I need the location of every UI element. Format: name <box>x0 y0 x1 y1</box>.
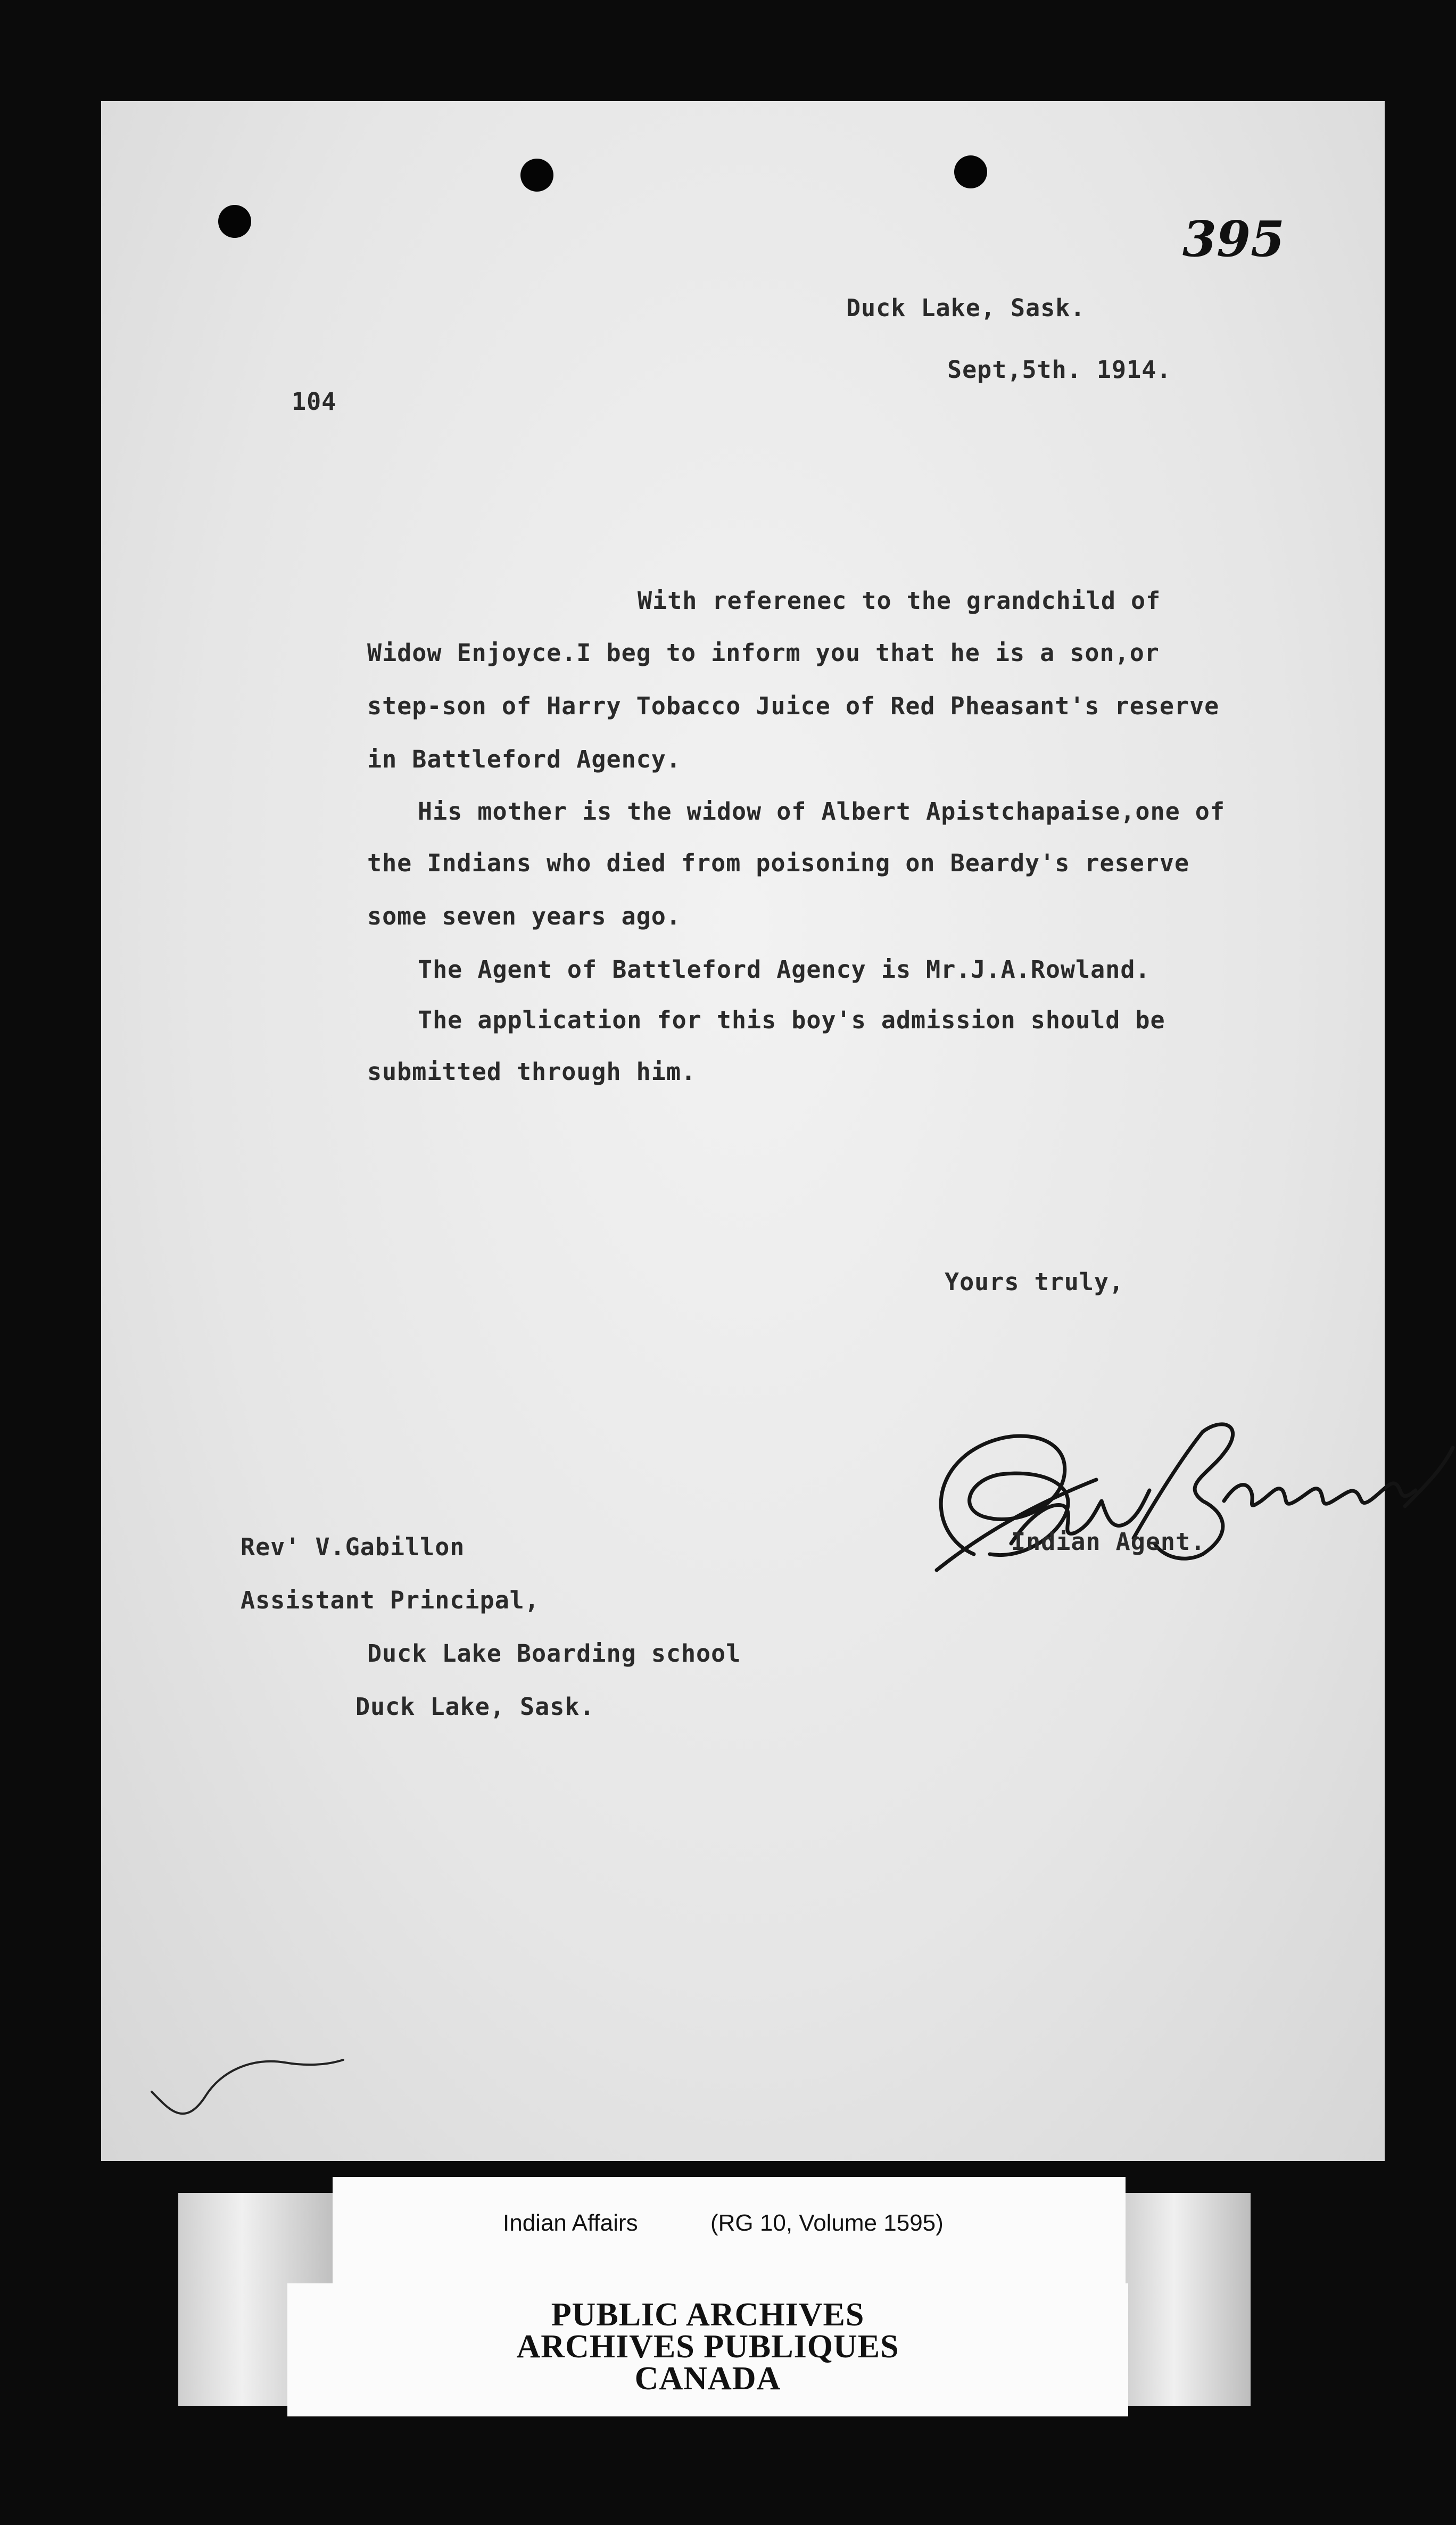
archive-label-top <box>333 2177 1126 2285</box>
recipient-line: Duck Lake, Sask. <box>355 1693 595 1721</box>
body-line: in Battleford Agency. <box>367 745 681 773</box>
letter-date: Sept,5th. 1914. <box>947 356 1172 384</box>
collection-reference: (RG 10, Volume 1595) <box>710 2210 944 2236</box>
letter-place: Duck Lake, Sask. <box>846 294 1086 322</box>
closing: Yours truly, <box>945 1268 1124 1296</box>
body-line: With referenec to the grandchild of <box>638 587 1161 615</box>
pencil-mark <box>146 2049 349 2129</box>
body-line: The application for this boy's admission should be <box>418 1006 1165 1034</box>
archive-name-fr: ARCHIVES PUBLIQUES <box>516 2329 899 2365</box>
archive-country: CANADA <box>634 2361 781 2397</box>
collection-name: Indian Affairs <box>503 2210 638 2236</box>
recipient-line: Rev' V.Gabillon <box>241 1533 465 1561</box>
punch-hole <box>218 205 251 238</box>
body-line: The Agent of Battleford Agency is Mr.J.A.Rowland. <box>418 955 1151 984</box>
body-line: His mother is the widow of Albert Apistchapaise,one of <box>418 797 1225 826</box>
archive-name-en: PUBLIC ARCHIVES <box>551 2297 865 2333</box>
file-number: 104 <box>292 387 337 416</box>
letter-page <box>101 101 1385 2161</box>
punch-hole <box>954 155 987 188</box>
recipient-line: Duck Lake Boarding school <box>367 1639 741 1668</box>
page-number: 395 <box>1182 210 1285 268</box>
punch-hole <box>520 159 553 192</box>
body-line: step-son of Harry Tobacco Juice of Red Pheasant's reserve <box>367 692 1220 720</box>
body-line: Widow Enjoyce.I beg to inform you that he is a son,or <box>367 639 1160 667</box>
label-edge-right <box>1123 2193 1251 2406</box>
body-line: some seven years ago. <box>367 902 681 930</box>
body-line: the Indians who died from poisoning on Beardy's reserve <box>367 849 1190 877</box>
recipient-line: Assistant Principal, <box>241 1586 540 1614</box>
signer-title: Indian Agent. <box>1011 1528 1206 1556</box>
body-line: submitted through him. <box>367 1058 697 1086</box>
